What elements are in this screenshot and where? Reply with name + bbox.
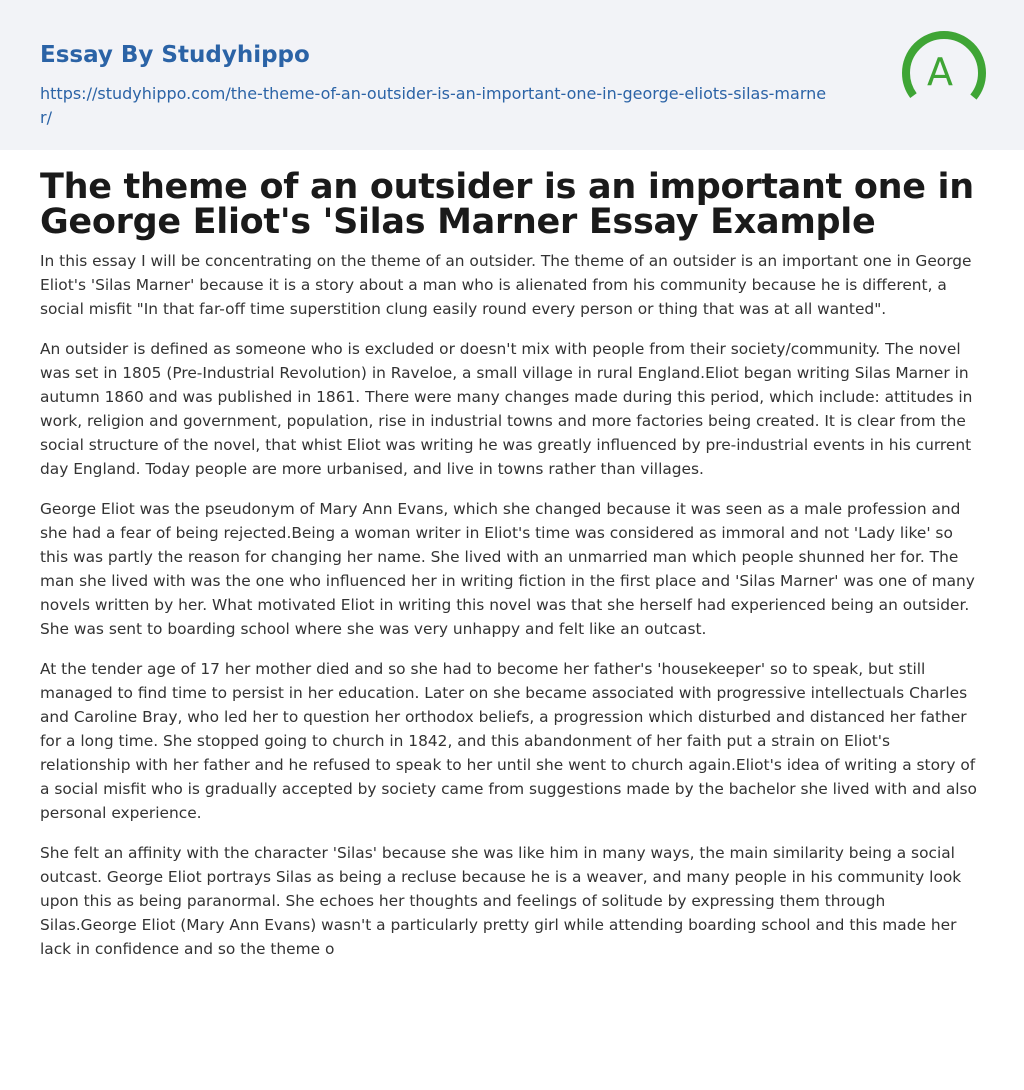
brand-title[interactable]: Essay By Studyhippo xyxy=(40,42,310,68)
site-header xyxy=(0,0,1024,150)
page-title: The theme of an outsider is an important one in George Eliot's 'Silas Marner Essay Example xyxy=(40,167,974,242)
paragraph-3: George Eliot was the pseudonym of Mary Ann Evans, which she changed because it was seen as a male profession and she had a fear of being rejected.Being a woman writer in Eliot's time was considered as immoral and not 'Lady like' so this was partly the reason for changing her name. She lived with an unmarried man which people shunned her for. The man she lived with was the one who influenced her in writing fiction in the first place and 'Silas Marner' was one of many novels written by her. What motivated Eliot in writing this novel was that she herself had experienced being an outsider. She was sent to boarding school where she was very unhappy and felt like an outcast. xyxy=(40,500,975,638)
paragraph-5: She felt an affinity with the character 'Silas' because she was like him in many ways, the main similarity being a social outcast. George Eliot portrays Silas as being a recluse because he is a weaver, and many people in his community look upon this as being paranormal. She echoes her thoughts and feelings of solitude by expressing them through Silas.George Eliot (Mary Ann Evans) wasn't a particularly pretty girl while attending boarding school and this made her lack in confidence and so the theme o xyxy=(40,844,962,958)
source-url-link[interactable]: https://studyhippo.com/the-theme-of-an-outsider-is-an-important-one-in-george-eliots-silas-marner/ xyxy=(40,84,827,127)
paragraph-4: At the tender age of 17 her mother died and so she had to become her father's 'housekeeper' so to speak, but still managed to find time to persist in her education. Later on she became associated with progressive intellectuals Charles and Caroline Bray, who led her to question her orthodox beliefs, a progression which disturbed and distanced her father for a long time. She stopped going to church in 1842, and this abandonment of her faith put a strain on Eliot's relationship with her father and he refused to speak to her until she went to church again.Eliot's idea of writing a story of a social misfit who is gradually accepted by society came from suggestions made by the bachelor she lived with and also personal experience. xyxy=(40,660,977,822)
article xyxy=(40,167,984,961)
paragraph-1: In this essay I will be concentrating on the theme of an outsider. The theme of an outsider is an important one in George Eliot's 'Silas Marner' because it is a story about a man who is alienated from his community because he is different, a social misfit "In that far-off time superstition clung easily round every person or thing that was at all wanted". xyxy=(40,252,972,318)
studyhippo-logo-icon[interactable] xyxy=(898,28,988,118)
paragraph-2: An outsider is defined as someone who is excluded or doesn't mix with people from their society/community. The novel was set in 1805 (Pre-Industrial Revolution) in Raveloe, a small village in rural England.Eliot began writing Silas Marner in autumn 1860 and was published in 1861. There were many changes made during this period, which include: attitudes in work, religion and government, population, rise in industrial towns and more factories being created. It is clear from the social structure of the novel, that whist Eliot was writing he was greatly influenced by pre-industrial events in his current day England. Today people are more urbanised, and live in towns rather than villages. xyxy=(40,340,973,478)
logo-letter: A xyxy=(927,50,953,94)
